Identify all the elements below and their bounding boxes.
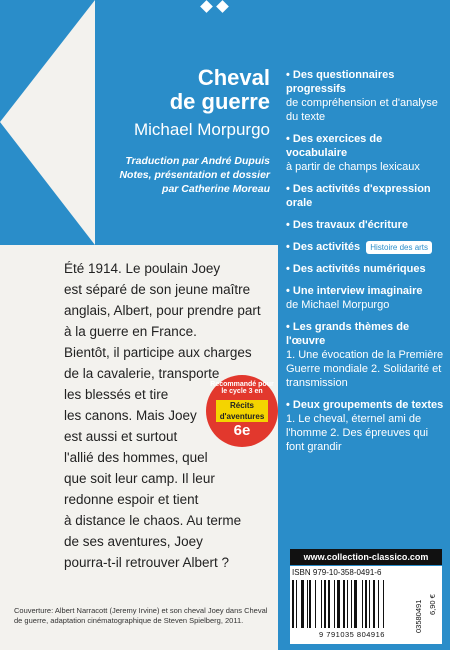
isbn-text: ISBN 979-10-358-0491-6 (292, 568, 382, 577)
summary-line: les canons. Mais Joey (64, 408, 197, 423)
barcode-bar (383, 580, 384, 628)
recommendation-badge (206, 375, 278, 447)
feature-sub: 1. Une évocation de la Première Guerre mondiale 2. Solidarité et transmission (286, 349, 444, 389)
feature-item (286, 240, 446, 254)
product-code: 03580491 (414, 599, 423, 633)
barcode-digits: 9 791035 804916 (319, 630, 385, 639)
summary-line: Bientôt, il participe aux charges (64, 345, 252, 360)
price: 6,90 € (428, 594, 437, 615)
vertical-codes (414, 575, 437, 635)
barcode-bar (301, 580, 304, 628)
barcode-bar (362, 580, 363, 628)
barcode-bar (328, 580, 330, 628)
feature-item (286, 132, 446, 174)
summary-line: à distance le chaos. Au terme (64, 513, 242, 528)
barcode-bar (321, 580, 322, 628)
feature-item (286, 284, 446, 312)
credits (80, 154, 270, 196)
badge-grade: 6e (233, 422, 251, 439)
barcode-bar (365, 580, 367, 628)
feature-head: • Des exercices de vocabulaire (286, 133, 383, 159)
feature-head: • Une interview imaginaire (286, 285, 423, 297)
feature-item (286, 218, 446, 232)
summary-line: de ses aventures, Joey (64, 534, 203, 549)
feature-head: • Des activités (286, 241, 361, 253)
feature-item (286, 320, 446, 390)
summary-line: pourra-t-il retrouver Albert ? (64, 555, 230, 570)
barcode-bar (292, 580, 294, 628)
barcode-bar (373, 580, 375, 628)
barcode-bar (351, 580, 352, 628)
book-title (150, 66, 270, 114)
barcode-bar (369, 580, 370, 628)
summary-line: anglais, Albert, pour prendre part (64, 303, 261, 318)
website-url: www.collection-classico.com (290, 549, 442, 565)
barcode-bar (296, 580, 297, 628)
feature-head: • Les grands thèmes de l'œuvre (286, 321, 410, 347)
feature-item (286, 182, 446, 210)
barcode-bar (307, 580, 308, 628)
title-line-1: Cheval (197, 65, 270, 90)
feature-head: • Des activités d'expression orale (286, 183, 431, 209)
feature-item (286, 262, 446, 276)
author-name: Michael Morpurgo (133, 120, 270, 139)
feature-item (286, 398, 446, 454)
barcode-bar (324, 580, 326, 628)
barcode-bar (347, 580, 348, 628)
feature-sub: 1. Le cheval, éternel ami de l'homme 2. Des épreuves qui font grandir (286, 413, 429, 453)
barcode-bar (354, 580, 357, 628)
histoire-des-arts-tag: Histoire des arts (366, 241, 432, 254)
title-line-2: de guerre (169, 89, 270, 114)
feature-sub: de Michael Morpurgo (286, 299, 390, 311)
barcode-bar (315, 580, 316, 628)
feature-head: • Des travaux d'écriture (286, 219, 409, 231)
feature-head: • Des questionnaires progressifs (286, 69, 395, 95)
barcode-bar (337, 580, 340, 628)
badge-genre: Récits d'aventures (216, 400, 268, 422)
feature-sub: à partir de champs lexicaux (286, 161, 420, 173)
barcode-bar (378, 580, 379, 628)
summary-line: Été 1914. Le poulain Joey (64, 261, 221, 276)
summary-line: est aussi et surtout (64, 429, 178, 444)
feature-head: • Deux groupements de textes (286, 399, 444, 411)
barcode-bar (343, 580, 345, 628)
barcode-icon (292, 580, 412, 630)
cover-caption: Couverture: Albert Narracott (Jeremy Irvine) et son cheval Joey dans Cheval de guerre, adaptation cinématographique de Steven Spielberg, 2011. (14, 606, 268, 625)
summary-line: est séparé de son jeune maître (64, 282, 251, 297)
feature-sub: de compréhension et d'analyse du texte (286, 97, 438, 123)
credit-line: Notes, présentation et dossier (119, 169, 270, 181)
features-list (286, 68, 446, 462)
barcode-bar (334, 580, 335, 628)
credit-line: Traduction par André Dupuis (125, 155, 270, 167)
feature-head: • Des activités numériques (286, 263, 426, 275)
collection-logo-icon (188, 0, 248, 18)
summary-line: que soit leur camp. Il leur (64, 471, 215, 486)
summary-line: les blessés et tire (64, 387, 169, 402)
credit-line: par Catherine Moreau (162, 183, 270, 195)
badge-ring-text: Recommandé pour le cycle 3 en (210, 381, 274, 395)
summary-line: l'allié des hommes, quel (64, 450, 208, 465)
feature-item (286, 68, 446, 124)
summary-line: à la guerre en France. (64, 324, 197, 339)
summary-line: redonne espoir et tient (64, 492, 199, 507)
barcode-bar (309, 580, 311, 628)
summary-line: de la cavalerie, transporte (64, 366, 220, 381)
